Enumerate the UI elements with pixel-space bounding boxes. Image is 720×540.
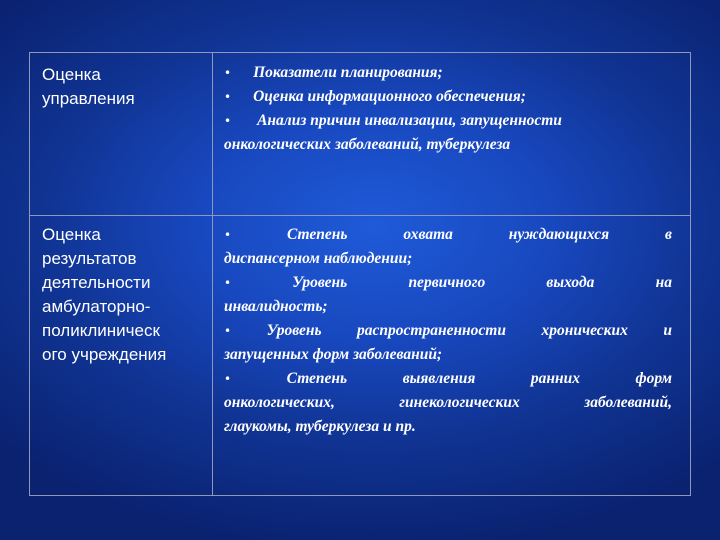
- list-item-word: выхода: [546, 274, 595, 291]
- list-item-continuation: [224, 343, 672, 367]
- list-item-continuation: [224, 415, 672, 439]
- list-item-text: Показатели планирования;: [253, 64, 443, 81]
- list-item-word: ранних: [530, 370, 580, 387]
- bullet-icon: •: [224, 324, 232, 338]
- list-item-text: диспансерном наблюдении;: [224, 250, 413, 267]
- list-item-word: форм: [635, 370, 672, 387]
- list-item: [224, 319, 672, 343]
- row-divider: [30, 215, 690, 216]
- list-item-continuation: [224, 391, 672, 415]
- list-item-word: и: [663, 322, 672, 339]
- list-item-word: Степень: [286, 226, 348, 243]
- list-item-word: Степень: [286, 370, 348, 387]
- row-2-label-line: поликлиническ: [42, 321, 160, 340]
- row-2-label-line: ого учреждения: [42, 345, 167, 364]
- row-1-label-line: управления: [42, 89, 135, 108]
- row-2-label: [42, 223, 210, 367]
- row-2-label-line: деятельности: [42, 273, 151, 292]
- list-item-word: хронических: [541, 322, 628, 339]
- list-item: [224, 367, 672, 391]
- criteria-table: [29, 52, 691, 496]
- row-1-label: [42, 63, 210, 111]
- list-item-word: в: [665, 226, 672, 243]
- bullet-icon: •: [224, 276, 232, 290]
- bullet-icon: •: [224, 228, 232, 242]
- list-item-word: нуждающихся: [508, 226, 610, 243]
- list-item-word: заболеваний,: [584, 394, 672, 411]
- list-item-word: онкологических,: [224, 394, 335, 411]
- row-2-label-line: Оценка: [42, 225, 101, 244]
- list-item-text: инвалидность;: [224, 298, 328, 315]
- list-item-word: охвата: [403, 226, 453, 243]
- bullet-icon: •: [224, 114, 232, 128]
- list-item: [224, 85, 672, 109]
- row-2-label-line: результатов: [42, 249, 137, 268]
- bullet-icon: •: [224, 66, 232, 80]
- list-item: [224, 223, 672, 247]
- list-item-text: глаукомы, туберкулеза и пр.: [224, 418, 416, 435]
- bullet-icon: •: [224, 372, 232, 386]
- list-item: [224, 61, 672, 85]
- list-item-text: Оценка информационного обеспечения;: [253, 88, 526, 105]
- column-divider: [212, 53, 213, 495]
- list-item-word: распространенности: [357, 322, 506, 339]
- list-item-word: на: [655, 274, 672, 291]
- list-item-word: выявления: [402, 370, 476, 387]
- row-1-content: [224, 61, 672, 157]
- bullet-icon: •: [224, 90, 232, 104]
- list-item-text: запущенных форм заболеваний;: [224, 346, 443, 363]
- list-item: [224, 271, 672, 295]
- list-item-text: Анализ причин инвализации, запущенности: [257, 112, 562, 129]
- list-item-continuation: [224, 133, 672, 157]
- list-item-word: первичного: [408, 274, 486, 291]
- list-item-word: Уровень: [292, 274, 348, 291]
- row-2-label-line: амбулаторно-: [42, 297, 151, 316]
- list-item-text: онкологических заболеваний, туберкулеза: [224, 136, 511, 153]
- list-item-continuation: [224, 247, 672, 271]
- row-2-content: [224, 223, 672, 439]
- list-item-word: Уровень: [266, 322, 322, 339]
- list-item: [224, 109, 672, 133]
- list-item-continuation: [224, 295, 672, 319]
- list-item-word: гинекологических: [399, 394, 520, 411]
- row-1-label-line: Оценка: [42, 65, 101, 84]
